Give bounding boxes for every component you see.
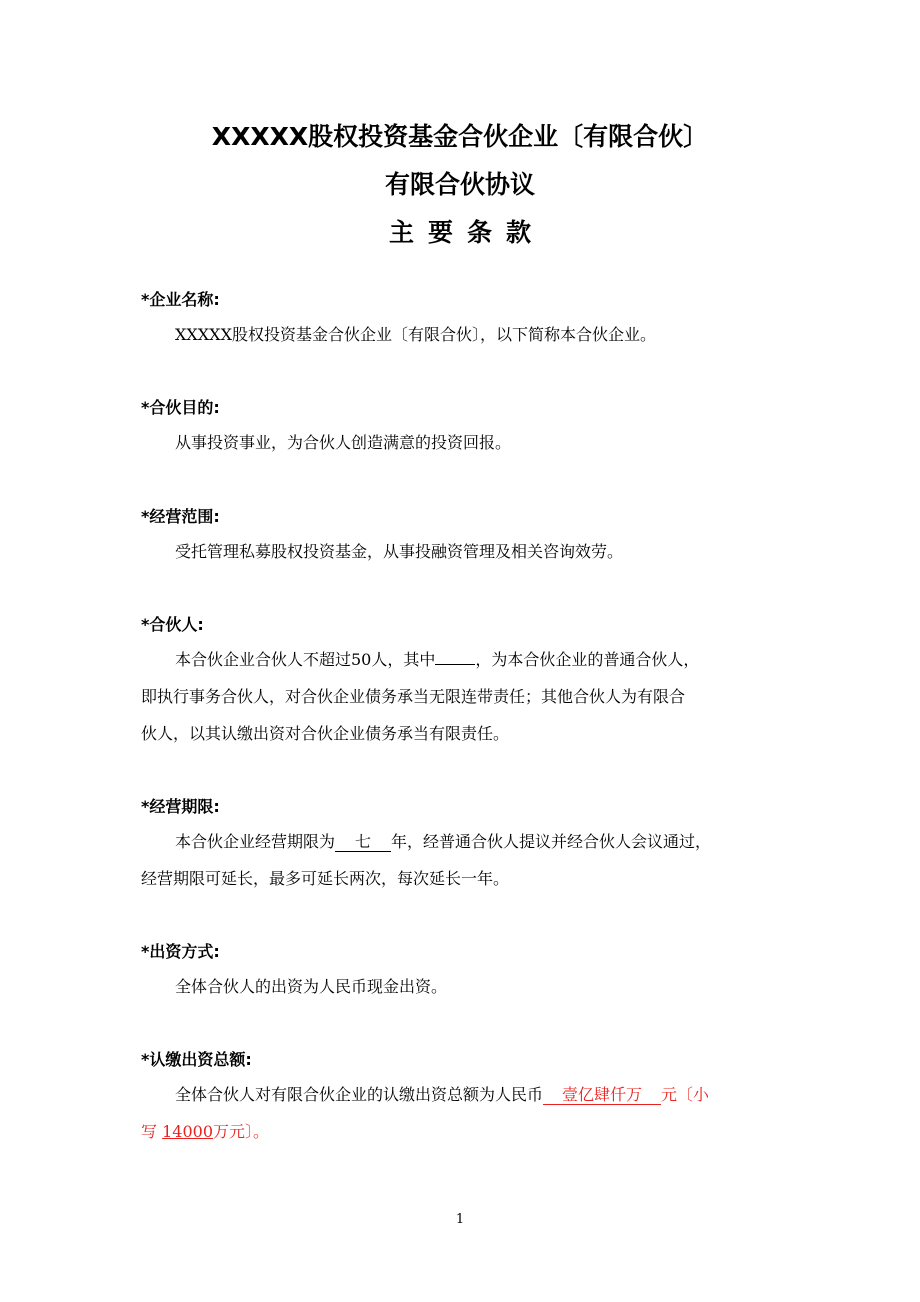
section-line [141, 1076, 781, 1113]
text-fragment: 本合伙企业经营期限为 [175, 832, 336, 851]
section-heading-enterprise-name: *企业名称: [141, 290, 220, 309]
section-heading-contribution-method: *出资方式: [141, 942, 220, 961]
section-line [141, 641, 781, 678]
general-partner-blank[interactable] [435, 664, 475, 665]
text-fragment: 全体合伙人对有限合伙企业的认缴出资总额为人民币 [175, 1085, 544, 1104]
section-heading-term: *经营期限: [141, 797, 220, 816]
section-body-total-contribution [141, 1076, 781, 1150]
amount-number[interactable]: 14000 [162, 1122, 214, 1141]
section-body-term [141, 823, 781, 897]
section-heading-business-scope: *经营范围: [141, 507, 220, 526]
section-heading-total-contribution: *认缴出资总额: [141, 1050, 252, 1069]
section-heading-partners: *合伙人: [141, 615, 204, 634]
text-fragment-red: 万元〕。 [213, 1122, 270, 1141]
section-heading-purpose: *合伙目的: [141, 398, 220, 417]
section-line: 经营期限可延长，最多可延长两次，每次延长一年。 [141, 869, 510, 888]
document-title-line3: 主要条款 [388, 218, 545, 247]
amount-words-blank[interactable]: 壹亿肆仟万 [543, 1086, 661, 1105]
section-body-business-scope [141, 533, 781, 570]
page-number: 1 [455, 1212, 465, 1227]
section-line: 受托管理私募股权投资基金，从事投融资管理及相关咨询效劳。 [175, 542, 624, 561]
section-body-enterprise-name [141, 316, 781, 353]
text-fragment-red: 写 [141, 1122, 158, 1141]
text-fragment-red: 元〔小 [661, 1085, 710, 1104]
document-title-line1: XXXXX股权投资基金合伙企业〔有限合伙〕 [211, 122, 709, 151]
term-years-blank[interactable]: 七 [335, 833, 391, 852]
document-title-line2: 有限合伙协议 [384, 170, 535, 199]
section-body-purpose [141, 424, 781, 461]
section-body-partners [141, 641, 781, 752]
section-line: 全体合伙人的出资为人民币现金出资。 [175, 977, 448, 996]
section-body-contribution-method [141, 968, 781, 1005]
section-line: XXXXX股权投资基金合伙企业〔有限合伙〕，以下简称本合伙企业。 [175, 325, 656, 344]
section-line [107, 1113, 781, 1150]
text-fragment: 本合伙企业合伙人不超过50人，其中 [175, 650, 436, 669]
text-fragment: ，为本合伙企业的普通合伙人， [475, 650, 700, 669]
section-line: 伙人，以其认缴出资对合伙企业债务承当有限责任。 [141, 724, 510, 743]
section-line: 从事投资事业，为合伙人创造满意的投资回报。 [175, 433, 512, 452]
text-fragment: 年，经普通合伙人提议并经合伙人会议通过， [391, 832, 712, 851]
section-line: 即执行事务合伙人，对合伙企业债务承当无限连带责任；其他合伙人为有限合 [141, 687, 686, 706]
section-line [141, 823, 781, 860]
